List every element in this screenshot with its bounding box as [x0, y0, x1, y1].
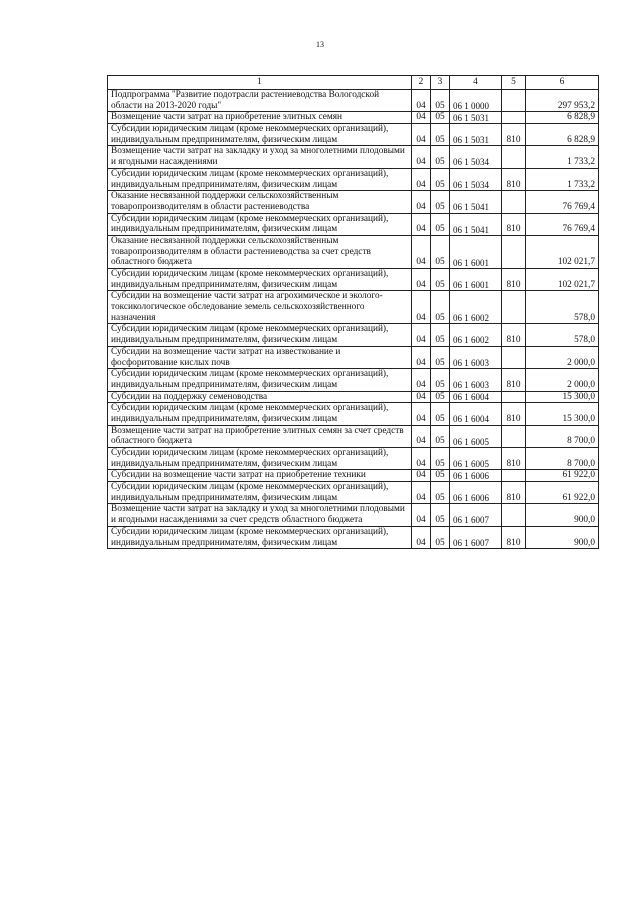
row-col2: 04: [412, 403, 431, 425]
table-row: [108, 448, 599, 470]
row-col5: [502, 112, 526, 124]
row-amount: 76 769,4: [526, 191, 599, 213]
row-col3: 05: [431, 403, 450, 425]
row-code: 06 1 6002: [450, 291, 502, 324]
row-description: Субсидии на возмещение части затрат на агрохимическое и эколого-токсикологическое обследование земель сельскохозяйственного назначения: [108, 291, 412, 324]
table-row: [108, 526, 599, 548]
row-col2: 04: [412, 191, 431, 213]
row-col3: 05: [431, 269, 450, 291]
row-description: Субсидии на возмещение части затрат на известкование и фосфоритование кислых почв: [108, 346, 412, 368]
row-code: 06 1 6003: [450, 346, 502, 368]
row-col5: 810: [502, 526, 526, 548]
row-col2: 04: [412, 146, 431, 168]
row-description: Возмещение части затрат на закладку и уход за многолетними плодовыми и ягодными насаждениями за счет средств областного бюджета: [108, 504, 412, 526]
page-number: 13: [316, 40, 324, 49]
row-col3: 05: [431, 324, 450, 346]
row-amount: 900,0: [526, 526, 599, 548]
row-description: Субсидии на поддержку семеноводства: [108, 391, 412, 403]
row-col5: [502, 346, 526, 368]
row-code: 06 1 6004: [450, 391, 502, 403]
row-col2: 04: [412, 346, 431, 368]
table-row: [108, 425, 599, 447]
row-amount: 15 300,0: [526, 403, 599, 425]
row-description: Возмещение части затрат на приобретение элитных семян: [108, 112, 412, 124]
row-col5: [502, 291, 526, 324]
row-col3: 05: [431, 146, 450, 168]
row-description: Субсидии юридическим лицам (кроме некоммерческих организаций), индивидуальным предпринимателям, физическим лицам: [108, 213, 412, 235]
row-description: Субсидии юридическим лицам (кроме некоммерческих организаций), индивидуальным предпринимателям, физическим лицам: [108, 369, 412, 391]
row-col3: 05: [431, 90, 450, 112]
row-description: Подпрограмма "Развитие подотрасли растениеводства Вологодской области на 2013-2020 годы": [108, 90, 412, 112]
row-code: 06 1 5034: [450, 168, 502, 190]
row-col3: 05: [431, 213, 450, 235]
row-amount: 578,0: [526, 291, 599, 324]
column-header: 1: [108, 76, 412, 90]
row-amount: 8 700,0: [526, 425, 599, 447]
column-header: 2: [412, 76, 431, 90]
row-amount: 8 700,0: [526, 448, 599, 470]
row-amount: 15 300,0: [526, 391, 599, 403]
row-code: 06 1 5031: [450, 124, 502, 146]
row-col5: 810: [502, 269, 526, 291]
row-description: Субсидии юридическим лицам (кроме некоммерческих организаций), индивидуальным предпринимателям, физическим лицам: [108, 448, 412, 470]
row-col2: 04: [412, 235, 431, 268]
row-col2: 04: [412, 291, 431, 324]
row-description: Оказание несвязанной поддержки сельскохозяйственным товаропроизводителям в области растениеводства за счет средств областного бюджета: [108, 235, 412, 268]
row-col3: 05: [431, 291, 450, 324]
row-col3: 05: [431, 235, 450, 268]
row-col2: 04: [412, 124, 431, 146]
row-col3: 05: [431, 369, 450, 391]
row-col5: [502, 235, 526, 268]
row-amount: 6 828,9: [526, 124, 599, 146]
row-code: 06 1 6007: [450, 526, 502, 548]
row-amount: 61 922,0: [526, 470, 599, 482]
row-col2: 04: [412, 90, 431, 112]
row-code: 06 1 5031: [450, 112, 502, 124]
row-amount: 61 922,0: [526, 482, 599, 504]
table-row: [108, 112, 599, 124]
table-row: [108, 346, 599, 368]
budget-table: [107, 75, 599, 549]
row-amount: 900,0: [526, 504, 599, 526]
table-row: [108, 191, 599, 213]
row-col3: 05: [431, 124, 450, 146]
row-col2: 04: [412, 213, 431, 235]
row-col3: 05: [431, 112, 450, 124]
row-col2: 04: [412, 448, 431, 470]
table-row: [108, 269, 599, 291]
row-col5: 810: [502, 482, 526, 504]
row-col3: 05: [431, 526, 450, 548]
row-col3: 05: [431, 391, 450, 403]
column-header: 6: [526, 76, 599, 90]
table-row: [108, 482, 599, 504]
row-col3: 05: [431, 168, 450, 190]
table-row: [108, 504, 599, 526]
row-description: Субсидии юридическим лицам (кроме некоммерческих организаций), индивидуальным предпринимателям, физическим лицам: [108, 526, 412, 548]
row-code: 06 1 5041: [450, 213, 502, 235]
row-col5: [502, 90, 526, 112]
row-description: Возмещение части затрат на закладку и уход за многолетними плодовыми и ягодными насаждениями: [108, 146, 412, 168]
row-code: 06 1 5041: [450, 191, 502, 213]
row-col3: 05: [431, 425, 450, 447]
row-code: 06 1 6002: [450, 324, 502, 346]
row-col3: 05: [431, 346, 450, 368]
row-col5: 810: [502, 403, 526, 425]
row-amount: 6 828,9: [526, 112, 599, 124]
row-col2: 04: [412, 504, 431, 526]
row-description: Субсидии юридическим лицам (кроме некоммерческих организаций), индивидуальным предпринимателям, физическим лицам: [108, 482, 412, 504]
row-col2: 04: [412, 482, 431, 504]
row-col5: 810: [502, 324, 526, 346]
table-row: [108, 291, 599, 324]
table-row: [108, 369, 599, 391]
row-col5: 810: [502, 448, 526, 470]
table-row: [108, 213, 599, 235]
row-col2: 04: [412, 269, 431, 291]
row-code: 06 1 6005: [450, 448, 502, 470]
row-amount: 1 733,2: [526, 146, 599, 168]
table-row: [108, 90, 599, 112]
table-row: [108, 124, 599, 146]
row-col3: 05: [431, 470, 450, 482]
row-description: Субсидии юридическим лицам (кроме некоммерческих организаций), индивидуальным предпринимателям, физическим лицам: [108, 269, 412, 291]
row-code: 06 1 6006: [450, 470, 502, 482]
row-col2: 04: [412, 470, 431, 482]
row-col2: 04: [412, 391, 431, 403]
row-code: 06 1 0000: [450, 90, 502, 112]
column-header: 3: [431, 76, 450, 90]
row-description: Оказание несвязанной поддержки сельскохозяйственным товаропроизводителям в области растениеводства: [108, 191, 412, 213]
table-row: [108, 235, 599, 268]
column-header: 5: [502, 76, 526, 90]
row-amount: 2 000,0: [526, 369, 599, 391]
row-description: Субсидии юридическим лицам (кроме некоммерческих организаций), индивидуальным предпринимателям, физическим лицам: [108, 168, 412, 190]
row-col2: 04: [412, 369, 431, 391]
row-amount: 102 021,7: [526, 235, 599, 268]
table-row: [108, 391, 599, 403]
row-col5: 810: [502, 213, 526, 235]
row-amount: 76 769,4: [526, 213, 599, 235]
row-col5: 810: [502, 124, 526, 146]
row-description: Возмещение части затрат на приобретение элитных семян за счет средств областного бюджета: [108, 425, 412, 447]
row-code: 06 1 5034: [450, 146, 502, 168]
row-col2: 04: [412, 526, 431, 548]
row-code: 06 1 6005: [450, 425, 502, 447]
table-row: [108, 146, 599, 168]
row-code: 06 1 6001: [450, 235, 502, 268]
row-description: Субсидии юридическим лицам (кроме некоммерческих организаций), индивидуальным предпринимателям, физическим лицам: [108, 324, 412, 346]
row-code: 06 1 6006: [450, 482, 502, 504]
row-col3: 05: [431, 448, 450, 470]
row-amount: 1 733,2: [526, 168, 599, 190]
row-col2: 04: [412, 112, 431, 124]
row-col5: [502, 425, 526, 447]
row-col5: 810: [502, 168, 526, 190]
row-description: Субсидии юридическим лицам (кроме некоммерческих организаций), индивидуальным предпринимателям, физическим лицам: [108, 403, 412, 425]
row-amount: 297 953,2: [526, 90, 599, 112]
row-code: 06 1 6001: [450, 269, 502, 291]
table-row: [108, 324, 599, 346]
row-code: 06 1 6004: [450, 403, 502, 425]
row-col3: 05: [431, 482, 450, 504]
row-col2: 04: [412, 425, 431, 447]
row-col2: 04: [412, 324, 431, 346]
row-amount: 578,0: [526, 324, 599, 346]
row-col5: 810: [502, 369, 526, 391]
row-amount: 102 021,7: [526, 269, 599, 291]
table-row: [108, 403, 599, 425]
row-col5: [502, 504, 526, 526]
table-row: [108, 168, 599, 190]
row-code: 06 1 6007: [450, 504, 502, 526]
column-header: 4: [450, 76, 502, 90]
row-col5: [502, 470, 526, 482]
row-col2: 04: [412, 168, 431, 190]
row-description: Субсидии на возмещение части затрат на приобретение техники: [108, 470, 412, 482]
row-amount: 2 000,0: [526, 346, 599, 368]
row-col5: [502, 191, 526, 213]
row-col3: 05: [431, 504, 450, 526]
table-row: [108, 470, 599, 482]
row-code: 06 1 6003: [450, 369, 502, 391]
row-col5: [502, 391, 526, 403]
row-col5: [502, 146, 526, 168]
table-header-row: [108, 76, 599, 90]
row-description: Субсидии юридическим лицам (кроме некоммерческих организаций), индивидуальным предпринимателям, физическим лицам: [108, 124, 412, 146]
row-col3: 05: [431, 191, 450, 213]
